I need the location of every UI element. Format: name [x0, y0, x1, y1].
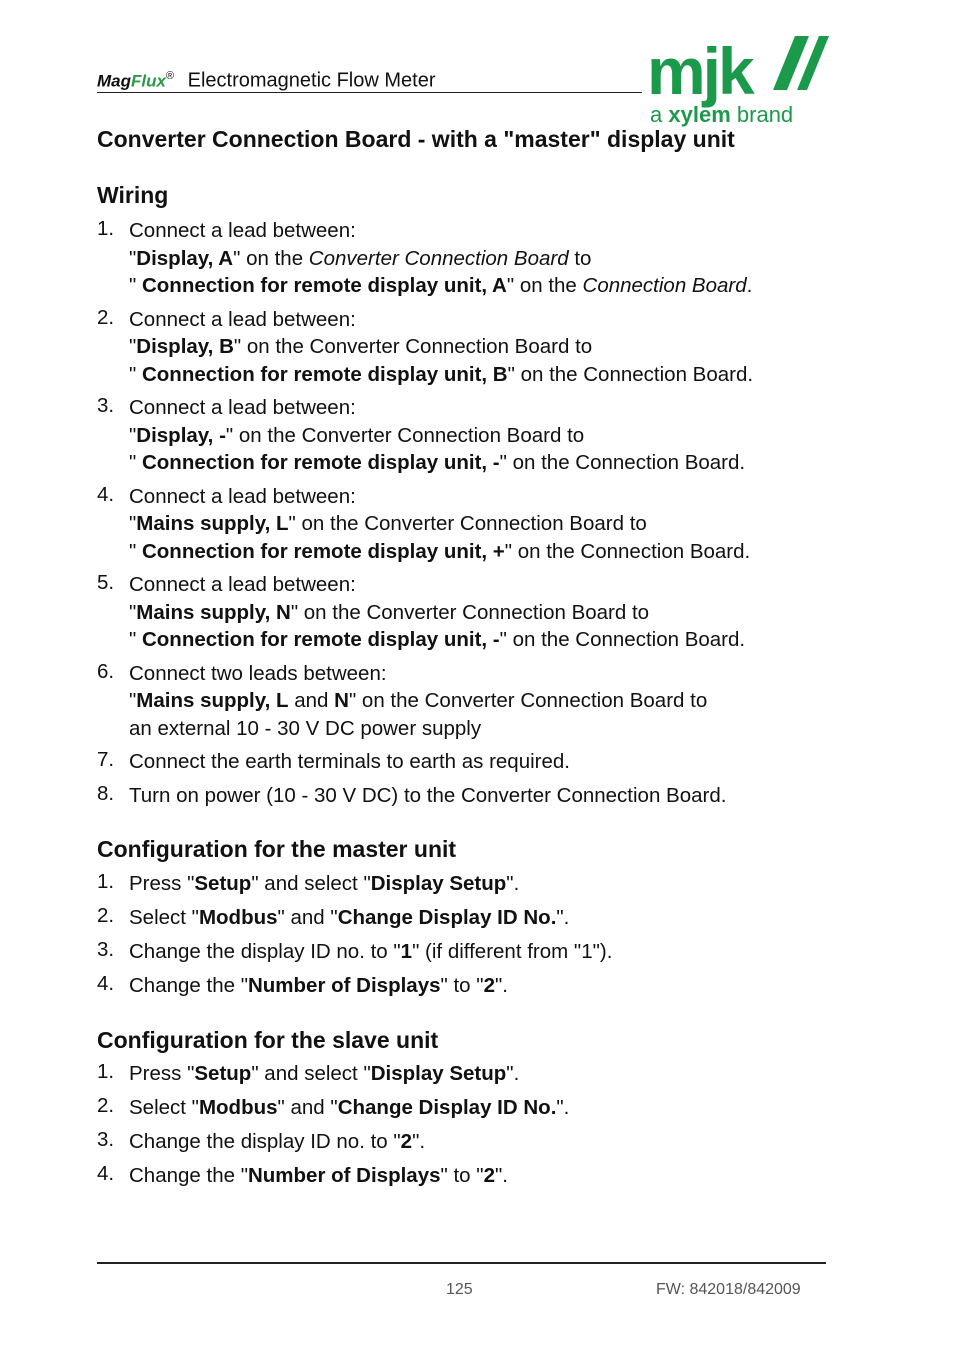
step-line	[129, 272, 753, 300]
step-text: Connect a lead between:	[129, 484, 356, 508]
step-item	[97, 972, 612, 1000]
step-emphasis: Connection Board	[582, 274, 747, 297]
step-keyword: Display, -	[136, 423, 226, 447]
step-number: 3.	[97, 394, 115, 417]
step-text: Connect a lead between:	[129, 573, 356, 596]
step-line	[129, 687, 753, 715]
step-item	[97, 394, 753, 477]
step-keyword: 2	[483, 974, 495, 997]
step-number: 1.	[97, 1060, 115, 1083]
step-text: ".	[506, 1062, 520, 1085]
step-text: Connect a lead between:	[129, 396, 356, 419]
page-title: Converter Connection Board - with a "master" display unit	[97, 126, 735, 152]
step-line	[129, 361, 753, 389]
step-text: " to "	[440, 1164, 484, 1187]
step-keyword: Display Setup	[370, 1062, 507, 1085]
step-keyword: Connection for remote display unit, -	[141, 451, 500, 474]
step-number: 2.	[97, 305, 115, 329]
step-number: 8.	[97, 781, 115, 805]
step-text: "	[129, 335, 137, 358]
step-text: Turn on power (10 - 30 V DC) to the Converter Connection Board.	[129, 783, 727, 807]
step-text: " on the Connection Board.	[504, 539, 751, 563]
step-number: 3.	[97, 938, 115, 961]
step-text: "	[129, 512, 137, 535]
step-text: ".	[494, 1164, 508, 1187]
logo-wordmark: mjk	[647, 34, 752, 108]
step-text: " and select "	[251, 872, 371, 895]
step-number: 4.	[97, 1162, 115, 1185]
step-item	[97, 1060, 569, 1088]
step-text: and	[288, 689, 335, 712]
step-item	[97, 217, 753, 300]
step-keyword: Connection for remote display unit, +	[141, 539, 505, 563]
step-text: Select "	[129, 1096, 199, 1119]
step-text: an external 10 - 30 V DC power supply	[129, 716, 482, 740]
step-keyword: 1	[400, 940, 413, 963]
step-text: Connect a lead between:	[129, 219, 356, 242]
step-text: " on the Connection Board.	[499, 628, 746, 651]
step-item	[97, 571, 753, 654]
step-text: "	[129, 451, 142, 474]
step-item	[97, 1094, 569, 1122]
step-keyword: Display, B	[136, 335, 234, 358]
step-line	[129, 599, 753, 627]
step-line	[129, 394, 753, 422]
brand-flux: Flux	[131, 71, 166, 91]
step-line	[129, 510, 753, 538]
step-text: " on the Converter Connection Board to	[290, 600, 650, 624]
step-text: " on the	[233, 246, 309, 270]
step-keyword: Mains supply, L	[136, 512, 289, 535]
step-line	[129, 306, 753, 334]
step-text: "	[129, 539, 142, 563]
step-keyword: Modbus	[198, 1096, 278, 1119]
step-number: 6.	[97, 659, 115, 683]
step-keyword: N	[334, 689, 349, 712]
logo-tagline-xylem: xylem	[668, 102, 731, 127]
step-keyword: Number of Displays	[247, 974, 441, 997]
step-keyword: Number of Displays	[247, 1164, 441, 1187]
step-emphasis: Converter Connection Board	[308, 246, 569, 270]
step-text: " on the Connection Board.	[499, 451, 746, 474]
step-text: Connect a lead between:	[129, 307, 356, 331]
step-line	[129, 1128, 569, 1156]
step-text: " on the Converter Connection Board to	[225, 423, 585, 447]
step-item	[97, 938, 612, 966]
step-text: " and "	[277, 906, 338, 929]
step-item	[97, 306, 753, 389]
step-keyword: Modbus	[198, 906, 278, 929]
step-text: Press "	[129, 1062, 195, 1085]
brand-mag: Mag	[97, 71, 131, 91]
step-text: Connect the earth terminals to earth as required.	[129, 750, 570, 773]
step-line	[129, 660, 753, 688]
logo-tagline-brand: brand	[736, 102, 794, 127]
step-line	[129, 422, 753, 450]
step-keyword: 2	[483, 1164, 495, 1187]
step-number: 1.	[97, 870, 115, 893]
step-line	[129, 571, 753, 599]
wiring-steps	[97, 217, 753, 815]
product-brand	[97, 64, 436, 94]
step-line	[129, 782, 753, 810]
master-heading: Configuration for the master unit	[97, 836, 457, 862]
step-text: " on the Connection Board.	[507, 362, 754, 386]
step-number: 1.	[97, 217, 115, 240]
step-keyword: Change Display ID No.	[337, 906, 557, 929]
step-text: "	[129, 246, 137, 270]
step-item	[97, 1128, 569, 1156]
slave-steps	[97, 1060, 569, 1196]
step-text: ".	[556, 1096, 570, 1119]
step-text: Select "	[129, 906, 199, 929]
step-text: " to "	[440, 974, 484, 997]
step-line	[129, 870, 612, 898]
step-keyword: Connection for remote display unit, -	[141, 628, 500, 651]
step-text: Change the "	[129, 1164, 248, 1187]
step-number: 2.	[97, 1094, 115, 1117]
step-line	[129, 1094, 569, 1122]
step-line	[129, 217, 753, 245]
step-text: to	[568, 246, 592, 270]
step-text: "	[129, 362, 142, 386]
step-text: " on the Converter Connection Board to	[288, 512, 647, 535]
step-number: 7.	[97, 748, 115, 771]
brand-registered-mark: ®	[165, 70, 175, 82]
step-number: 2.	[97, 904, 115, 927]
step-item	[97, 660, 753, 743]
step-text: " on the	[506, 274, 583, 297]
step-line	[129, 938, 612, 966]
step-text: " and select "	[251, 1062, 371, 1085]
step-text: Connect two leads between:	[129, 661, 387, 685]
step-line	[129, 483, 753, 511]
step-keyword: Change Display ID No.	[337, 1096, 557, 1119]
step-line	[129, 904, 612, 932]
step-item	[97, 483, 753, 566]
page-number: 125	[446, 1281, 473, 1298]
step-keyword: Connection for remote display unit, A	[141, 274, 507, 297]
step-text: " on the Converter Connection Board to	[348, 689, 708, 712]
step-text: "	[129, 600, 137, 624]
step-item	[97, 870, 612, 898]
slave-heading: Configuration for the slave unit	[97, 1027, 439, 1053]
step-line	[129, 1162, 569, 1190]
step-keyword: Mains supply, L	[136, 689, 289, 712]
step-text: ".	[494, 974, 508, 997]
step-number: 3.	[97, 1128, 115, 1151]
step-text: ".	[506, 872, 520, 895]
step-item	[97, 1162, 569, 1190]
step-text: Change the display ID no. to "	[129, 940, 401, 963]
logo-tagline-a: a	[650, 102, 663, 127]
step-number: 5.	[97, 571, 115, 594]
step-item	[97, 904, 612, 932]
step-keyword: Display, A	[136, 246, 234, 270]
wiring-heading: Wiring	[97, 182, 169, 208]
step-text: " on the Converter Connection Board to	[233, 335, 593, 358]
step-keyword: Display Setup	[370, 872, 507, 895]
step-text: Change the "	[129, 974, 248, 997]
footer-rule	[97, 1262, 826, 1264]
step-line	[129, 626, 753, 654]
firmware-version: FW: 842018/842009	[656, 1281, 801, 1298]
step-text: ".	[412, 1130, 426, 1153]
step-keyword: Connection for remote display unit, B	[141, 362, 508, 386]
step-line	[129, 715, 753, 743]
step-text: "	[129, 628, 142, 651]
step-keyword: Mains supply, N	[136, 600, 291, 624]
step-text: " (if different from "1").	[412, 940, 613, 963]
step-text: .	[746, 274, 753, 297]
master-steps	[97, 870, 612, 1006]
product-name: Electromagnetic Flow Meter	[187, 69, 436, 92]
step-text: "	[129, 274, 142, 297]
step-text: "	[129, 689, 137, 712]
step-text: "	[129, 423, 137, 447]
step-text: Change the display ID no. to "	[129, 1130, 401, 1153]
step-item	[97, 748, 753, 776]
step-text: ".	[556, 906, 570, 929]
step-keyword: Setup	[194, 872, 252, 895]
step-keyword: Setup	[194, 1062, 252, 1085]
step-line	[129, 1060, 569, 1088]
step-keyword: 2	[400, 1130, 413, 1153]
step-line	[129, 245, 753, 273]
step-line	[129, 538, 753, 566]
step-item	[97, 782, 753, 810]
step-number: 4.	[97, 972, 115, 995]
header-rule	[97, 92, 642, 93]
step-number: 4.	[97, 482, 115, 506]
step-line	[129, 449, 753, 477]
step-line	[129, 972, 612, 1000]
step-text: Press "	[129, 872, 195, 895]
step-line	[129, 333, 753, 361]
step-text: " and "	[277, 1096, 338, 1119]
step-line	[129, 748, 753, 776]
